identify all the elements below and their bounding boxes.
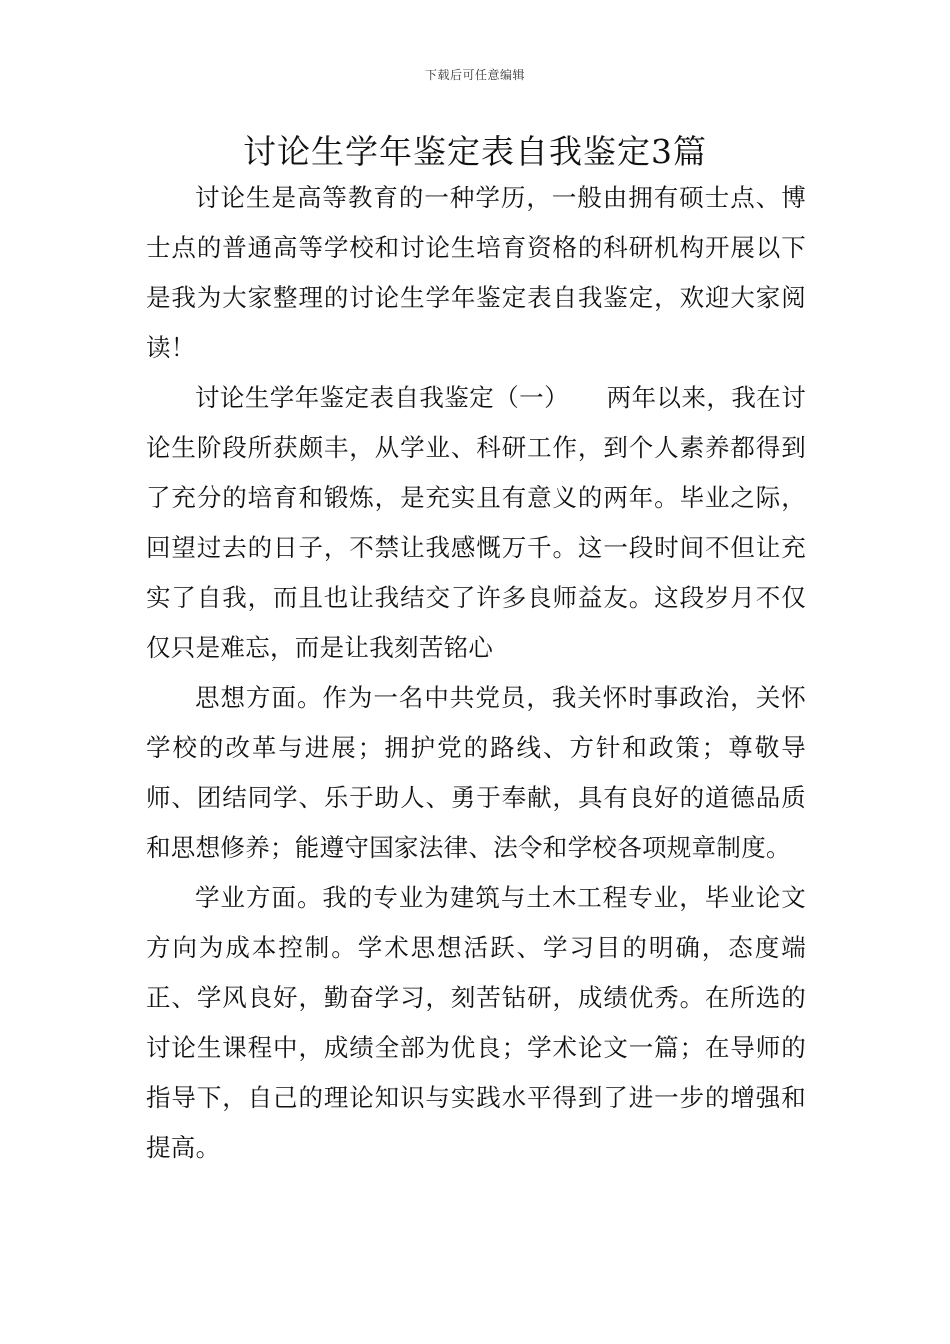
document-body xyxy=(146,173,806,1173)
paragraph-section-one: 讨论生学年鉴定表自我鉴定（一） 两年以来，我在讨论生阶段所获颇丰，从学业、科研工作，到个人素养都得到了充分的培育和锻炼，是充实且有意义的两年。毕业之际，回望过去的日子，不禁让我感慨万千。这一段时间不但让充实了自我，而且也让我结交了许多良师益友。这段岁月不仅仅只是难忘，而是让我刻苦铭心 xyxy=(146,383,806,662)
paragraph-intro: 讨论生是高等教育的一种学历，一般由拥有硕士点、博士点的普通高等学校和讨论生培育资格的科研机构开展以下是我为大家整理的讨论生学年鉴定表自我鉴定，欢迎大家阅读！ xyxy=(146,183,806,362)
document-title: 讨论生学年鉴定表自我鉴定3篇 xyxy=(243,132,707,171)
paragraph-ideology: 思想方面。作为一名中共党员，我关怀时事政治，关怀学校的改革与进展；拥护党的路线、方针和政策；尊敬导师、团结同学、乐于助人、勇于奉献，具有良好的道德品质和思想修养；能遵守国家法律、法令和学校各项规章制度。 xyxy=(146,683,806,862)
header-note: 下载后可任意编辑 xyxy=(424,68,525,82)
paragraph-academics: 学业方面。我的专业为建筑与土木工程专业，毕业论文方向为成本控制。学术思想活跃、学习目的明确，态度端正、学风良好，勤奋学习，刻苦钻研，成绩优秀。在所选的讨论生课程中，成绩全部为优良；学术论文一篇；在导师的指导下，自己的理论知识与实践水平得到了进一步的增强和提高。 xyxy=(146,883,806,1162)
